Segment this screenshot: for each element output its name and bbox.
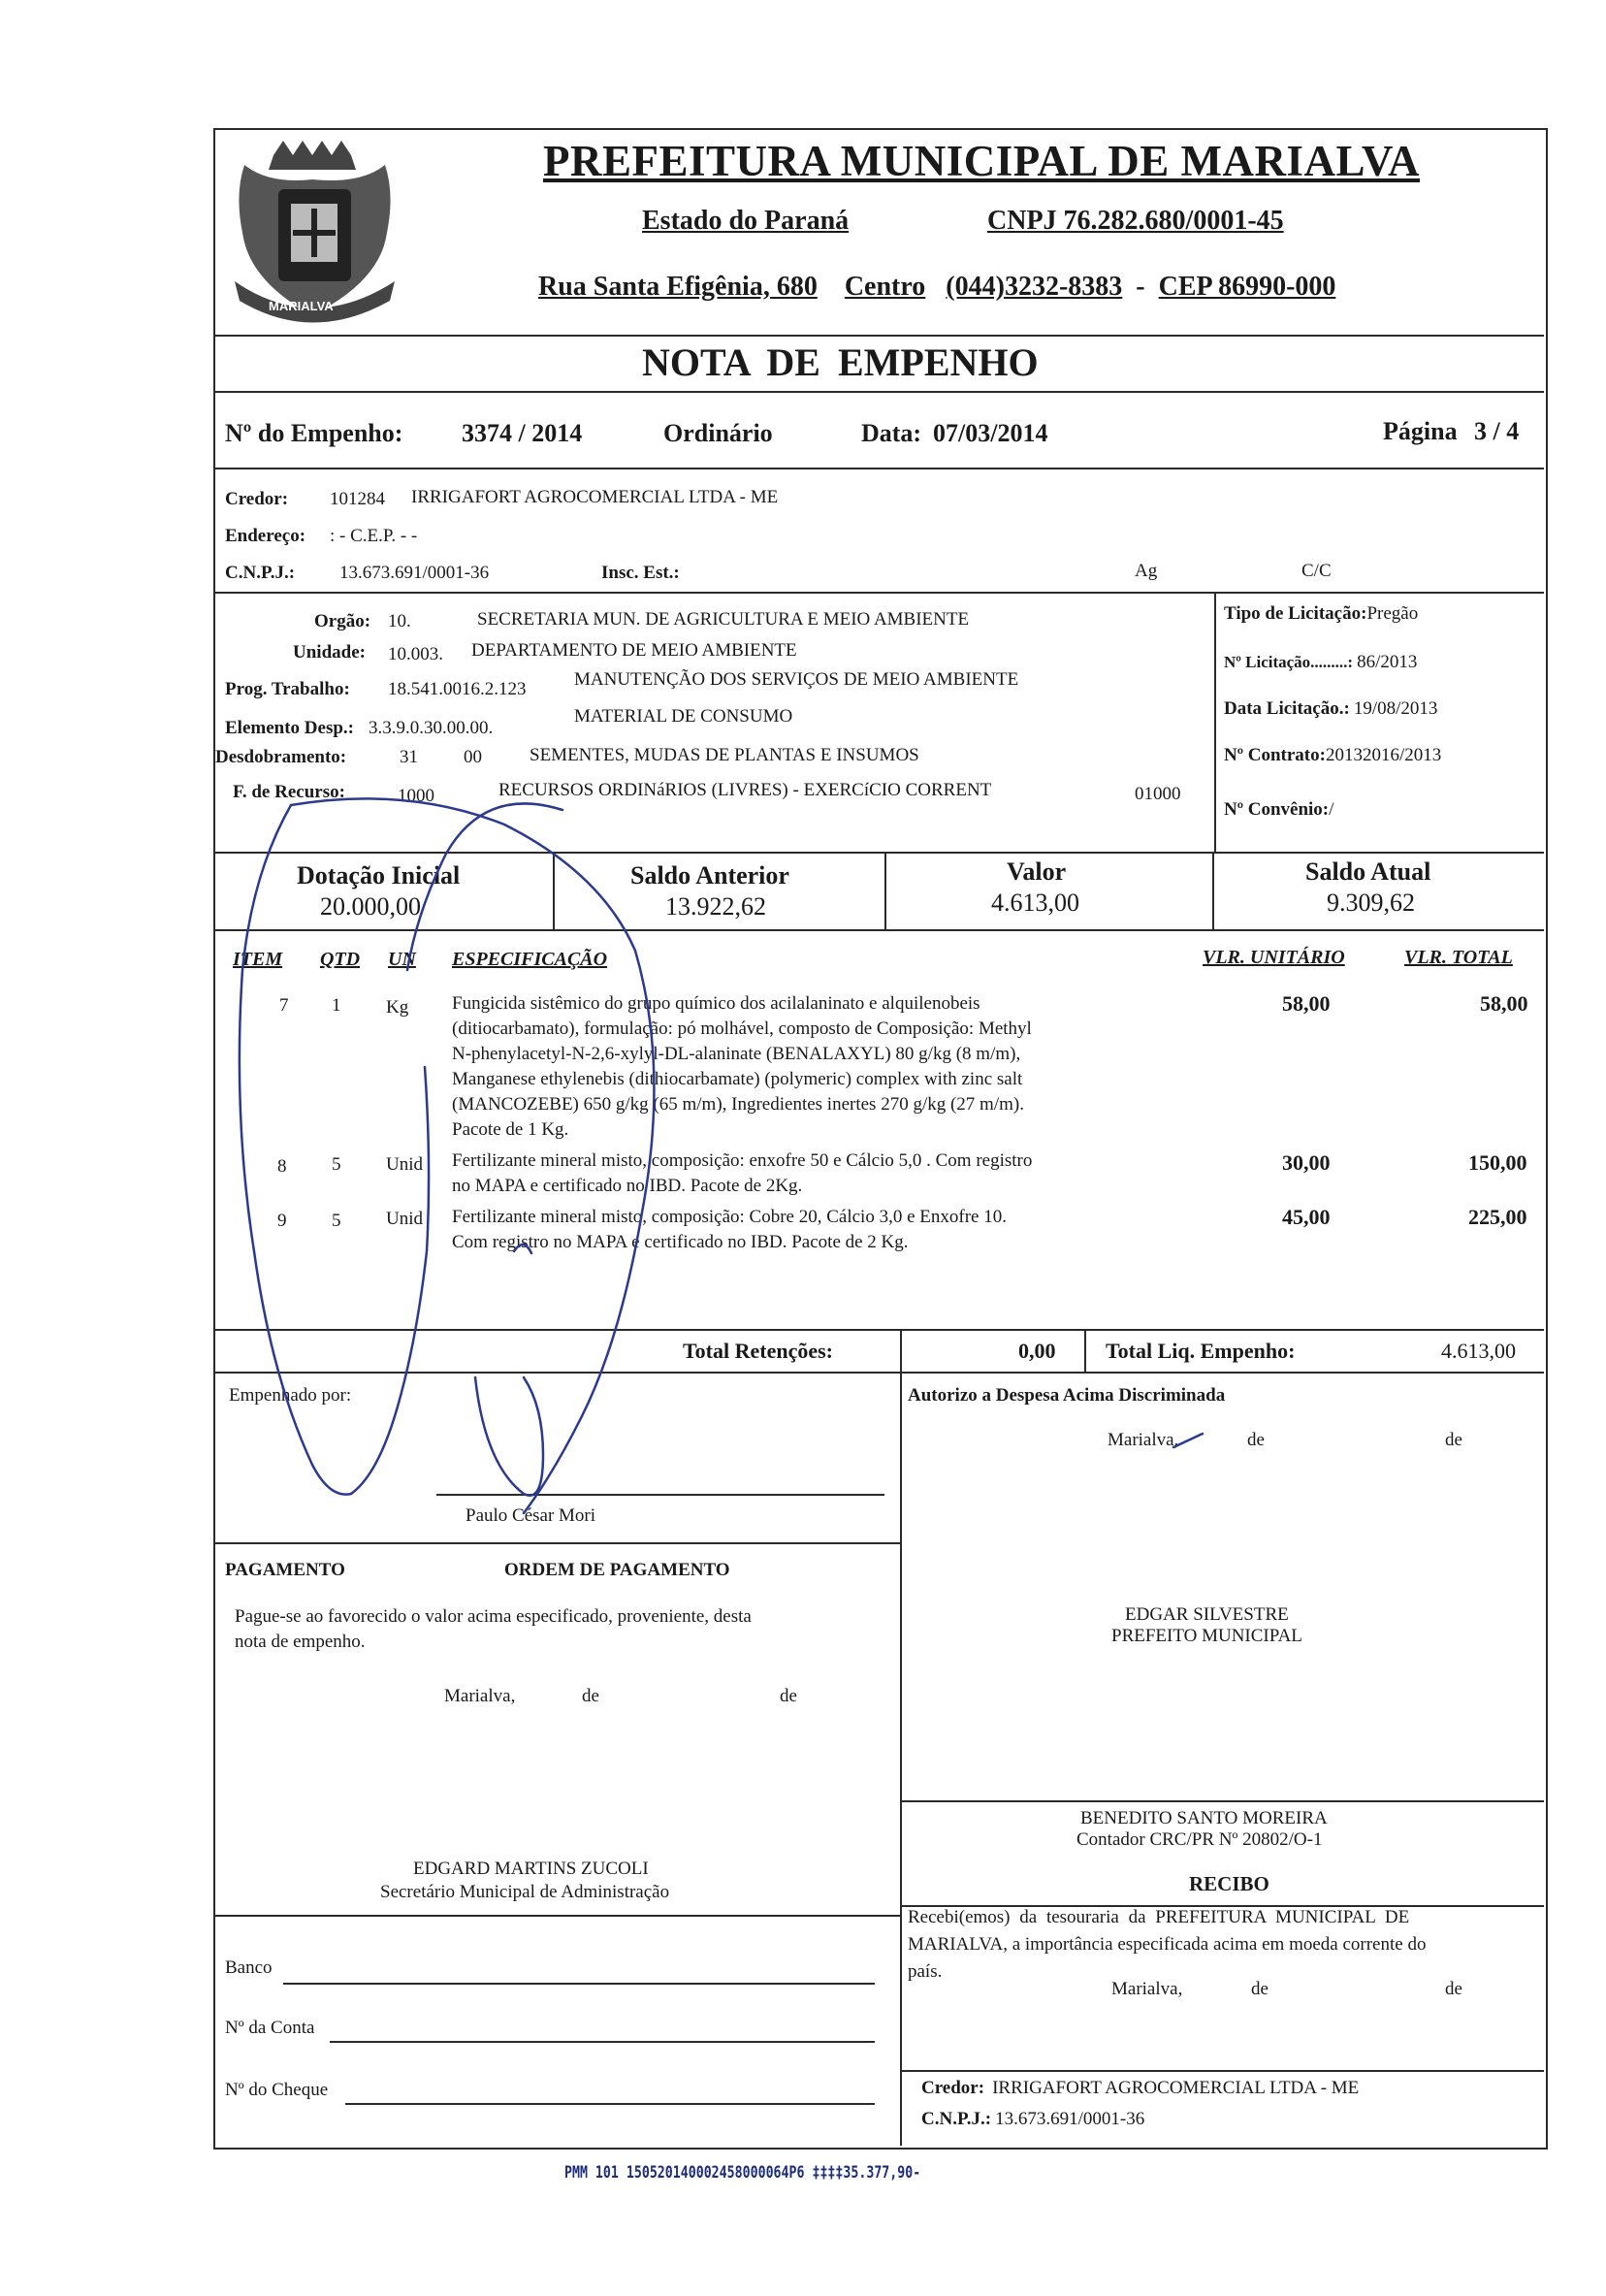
- licitacao-data-label: Data Licitação.:: [1224, 698, 1350, 719]
- desdobramento-desc: SEMENTES, MUDAS DE PLANTAS E INSUMOS: [530, 745, 919, 765]
- recibo-local: Marialva,: [1111, 1979, 1183, 1999]
- cnpj-value: 13.673.691/0001-36: [339, 563, 490, 583]
- dotacao-label: Dotação Inicial: [297, 861, 461, 889]
- item-total-price: 150,00: [1468, 1150, 1527, 1175]
- item-qtd: 5: [332, 1154, 341, 1175]
- col-qtd-header: QTD: [320, 949, 361, 970]
- header-dash: -: [1136, 272, 1145, 302]
- item-un: Unid: [386, 1154, 423, 1175]
- prefeito-cargo: PREFEITO MUNICIPAL: [1111, 1626, 1302, 1646]
- item-espec-line: Pacote de 1 Kg.: [452, 1119, 569, 1140]
- prefeito-nome: EDGAR SILVESTRE: [1125, 1604, 1289, 1625]
- crest-ribbon-text: MARIALVA: [269, 299, 334, 313]
- item-number: 9: [277, 1211, 287, 1231]
- header-title: PREFEITURA MUNICIPAL DE MARIALVA: [543, 137, 1421, 185]
- licitacao-data: [1224, 698, 1437, 720]
- col-item-header: ITEM: [233, 949, 283, 970]
- recibo-texto-3: país.: [908, 1961, 943, 1982]
- retencoes-label: Total Retenções:: [683, 1339, 833, 1363]
- cheque-blank-line: [345, 2103, 875, 2105]
- item-qtd: 1: [332, 995, 341, 1016]
- licitacao-data-value: 19/08/2013: [1353, 698, 1438, 719]
- licitacao-tipo-label: Tipo de Licitação:: [1224, 603, 1367, 624]
- recibo-credor-nome: IRRIGAFORT AGROCOMERCIAL LTDA - ME: [992, 2078, 1360, 2098]
- pagamento-texto-2: nota de empenho.: [235, 1632, 366, 1652]
- desdobramento-sub: 00: [464, 747, 482, 767]
- item-unit-price: 30,00: [1282, 1150, 1331, 1175]
- banco-blank-line: [283, 1983, 875, 1985]
- licitacao-num-label: Nº Licitação.........:: [1224, 653, 1354, 671]
- item-espec-line: Com registro no MAPA e certificado no IBD. Pacote de 2 Kg.: [452, 1232, 909, 1252]
- item-espec-line: Fertilizante mineral misto, composição: Cobre 20, Cálcio 3,0 e Enxofre 10.: [452, 1207, 1007, 1227]
- recibo-credor-label: Credor:: [921, 2078, 985, 2098]
- item-unit-price: 58,00: [1282, 991, 1331, 1016]
- empenhado-nome: Paulo César Mori: [466, 1505, 596, 1526]
- credor-label: Credor:: [225, 489, 289, 509]
- header-street: Rua Santa Efigênia, 680: [538, 272, 818, 302]
- conta-blank-line: [330, 2041, 875, 2043]
- licitacao-convenio-value: /: [1329, 799, 1334, 820]
- credor-name: IRRIGAFORT AGROCOMERCIAL LTDA - ME: [411, 487, 779, 507]
- header-phone: (044)3232-8383: [946, 272, 1123, 302]
- total-liq-value: 4.613,00: [1441, 1339, 1516, 1363]
- desdobramento-label: Desdobramento:: [215, 747, 347, 767]
- recibo-cnpj-value: 13.673.691/0001-36: [995, 2109, 1145, 2129]
- total-liq-label: Total Liq. Empenho:: [1106, 1339, 1296, 1363]
- prog-label: Prog. Trabalho:: [225, 679, 350, 699]
- empenho-type: Ordinário: [663, 419, 773, 447]
- pagamento-de2: de: [780, 1686, 797, 1706]
- orgao-label: Orgão:: [314, 611, 371, 631]
- recibo-de2: de: [1445, 1979, 1462, 1999]
- item-unit-price: 45,00: [1282, 1205, 1331, 1229]
- pagamento-texto-1: Pague-se ao favorecido o valor acima especificado, proveniente, desta: [235, 1606, 752, 1627]
- recibo-de1: de: [1251, 1979, 1269, 1999]
- secretario-cargo: Secretário Municipal de Administração: [380, 1882, 670, 1902]
- cc-label: C/C: [1301, 561, 1332, 581]
- elemento-code: 3.3.9.0.30.00.00.: [369, 718, 494, 738]
- item-espec-line: no MAPA e certificado no IBD. Pacote de 2Kg.: [452, 1176, 803, 1196]
- licitacao-tipo: [1224, 603, 1418, 625]
- header-state: Estado do Paraná: [642, 206, 850, 236]
- doc-title: NOTA DE EMPENHO: [642, 340, 1039, 384]
- retencoes-value: 0,00: [1018, 1339, 1056, 1363]
- pagamento-local: Marialva,: [444, 1686, 516, 1706]
- empenho-label: Nº do Empenho:: [225, 419, 403, 447]
- ordem-pagamento-label: ORDEM DE PAGAMENTO: [504, 1560, 730, 1580]
- saldo-anterior-label: Saldo Anterior: [630, 861, 789, 889]
- autorizo-label: Autorizo a Despesa Acima Discriminada: [908, 1385, 1226, 1406]
- conta-label: Nº da Conta: [225, 2018, 315, 2038]
- unidade-label: Unidade:: [293, 642, 366, 663]
- header-cep: CEP 86990-000: [1158, 272, 1336, 302]
- insc-label: Insc. Est.:: [601, 563, 680, 583]
- contador-cargo: Contador CRC/PR Nº 20802/O-1: [1076, 1829, 1323, 1850]
- elemento-desc: MATERIAL DE CONSUMO: [574, 706, 793, 727]
- endereco-label: Endereço:: [225, 526, 306, 546]
- item-espec-line: N-phenylacetyl-N-2,6-xylyl-DL-alaninate (BENALAXYL) 80 g/kg (8 m/m),: [452, 1044, 1021, 1064]
- item-number: 8: [277, 1156, 287, 1177]
- licitacao-contrato-label: Nº Contrato:: [1224, 745, 1326, 765]
- item-espec-line: Fungicida sistêmico do grupo químico dos acilalaninato e alquilenobeis: [452, 993, 980, 1014]
- col-un-header: UN: [388, 949, 416, 970]
- desdobramento-code: 31: [400, 747, 418, 767]
- pagamento-label: PAGAMENTO: [225, 1560, 345, 1580]
- licitacao-contrato-value: 20132016/2013: [1325, 745, 1442, 765]
- unidade-desc: DEPARTAMENTO DE MEIO AMBIENTE: [471, 640, 797, 661]
- item-espec-line: Manganese ethylenebis (dithiocarbamate) (polymeric) complex with zinc salt: [452, 1069, 1023, 1089]
- secretario-nome: EDGARD MARTINS ZUCOLI: [413, 1859, 649, 1879]
- autorizo-de2: de: [1445, 1430, 1462, 1450]
- item-espec-line: (MANCOZEBE) 650 g/kg (65 m/m), Ingredientes inertes 270 g/kg (27 m/m).: [452, 1094, 1024, 1115]
- autorizo-local: Marialva,: [1108, 1430, 1179, 1450]
- item-un: Kg: [386, 997, 409, 1018]
- item-espec-line: (ditiocarbamato), formulação: pó molhável, composto de Composição: Methyl: [452, 1019, 1032, 1039]
- autorizo-de1: de: [1247, 1430, 1265, 1450]
- licitacao-contrato: [1224, 745, 1441, 766]
- item-number: 7: [279, 995, 289, 1016]
- col-vlr-total-header: VLR. TOTAL: [1404, 947, 1513, 968]
- licitacao-tipo-value: Pregão: [1366, 603, 1419, 624]
- page-label: Página: [1383, 417, 1458, 445]
- licitacao-numero: [1224, 652, 1417, 673]
- valor-value: 4.613,00: [991, 889, 1079, 917]
- recibo-label: RECIBO: [1189, 1872, 1269, 1895]
- recibo-cnpj-label: C.N.P.J.:: [921, 2109, 992, 2129]
- dotacao-value: 20.000,00: [320, 892, 421, 921]
- recurso-desc: RECURSOS ORDINáRIOS (LIVRES) - EXERCíCIO CORRENT: [498, 780, 992, 800]
- banco-label: Banco: [225, 1957, 273, 1978]
- municipal-crest-logo: [215, 136, 414, 335]
- recibo-credor: [921, 2078, 1359, 2099]
- prog-desc: MANUTENÇÃO DOS SERVIÇOS DE MEIO AMBIENTE: [574, 669, 1019, 690]
- credor-code: 101284: [330, 489, 385, 509]
- col-vlr-unit-header: VLR. UNITÁRIO: [1203, 947, 1345, 968]
- empenho-number: 3374 / 2014: [462, 419, 583, 447]
- licitacao-num-value: 86/2013: [1357, 652, 1418, 672]
- cheque-label: Nº do Cheque: [225, 2080, 329, 2100]
- orgao-code: 10.: [388, 611, 411, 631]
- recibo-texto-2: MARIALVA, a importância especificada acima em moeda corrente do: [908, 1934, 1427, 1955]
- valor-label: Valor: [1007, 857, 1067, 886]
- contador-nome: BENEDITO SANTO MOREIRA: [1080, 1808, 1328, 1828]
- unidade-code: 10.003.: [388, 644, 443, 664]
- licitacao-convenio-label: Nº Convênio:: [1224, 799, 1330, 820]
- cnpj-label: C.N.P.J.:: [225, 563, 296, 583]
- endereco-value: : - C.E.P. - -: [330, 526, 418, 546]
- recibo-texto-1: Recebi(emos) da tesouraria da PREFEITURA MUNICIPAL DE: [908, 1907, 1410, 1927]
- licitacao-convenio: [1224, 799, 1333, 821]
- orgao-desc: SECRETARIA MUN. DE AGRICULTURA E MEIO AMBIENTE: [477, 609, 970, 630]
- recurso-code: 1000: [398, 786, 434, 806]
- item-total-price: 225,00: [1468, 1205, 1527, 1229]
- saldo-atual-value: 9.309,62: [1327, 889, 1415, 917]
- elemento-label: Elemento Desp.:: [225, 718, 354, 738]
- recurso-label: F. de Recurso:: [233, 782, 345, 802]
- header-district: Centro: [844, 272, 926, 302]
- item-un: Unid: [386, 1209, 423, 1229]
- ag-label: Ag: [1135, 561, 1158, 581]
- saldo-anterior-value: 13.922,62: [665, 892, 766, 921]
- prog-code: 18.541.0016.2.123: [388, 679, 527, 699]
- col-espec-header: ESPECIFICAÇÃO: [452, 949, 608, 970]
- saldo-atual-label: Saldo Atual: [1305, 857, 1431, 886]
- header-address: [538, 272, 1335, 303]
- pagamento-de1: de: [582, 1686, 599, 1706]
- bank-stamp: PMM 101 150520140002458000064P6 ‡‡‡‡35.377,90-: [564, 2163, 921, 2183]
- recurso-num: 01000: [1135, 784, 1181, 804]
- recibo-cnpj: [921, 2109, 1144, 2130]
- header-cnpj: CNPJ 76.282.680/0001-45: [987, 206, 1284, 236]
- page-number: 3 / 4: [1474, 417, 1520, 445]
- item-total-price: 58,00: [1480, 991, 1528, 1016]
- item-qtd: 5: [332, 1211, 341, 1231]
- empenhado-label: Empenhado por:: [229, 1385, 352, 1406]
- empenho-date-label: Data:: [861, 419, 922, 447]
- item-espec-line: Fertilizante mineral misto, composição: enxofre 50 e Cálcio 5,0 . Com registro: [452, 1150, 1033, 1171]
- empenho-date: 07/03/2014: [933, 419, 1048, 447]
